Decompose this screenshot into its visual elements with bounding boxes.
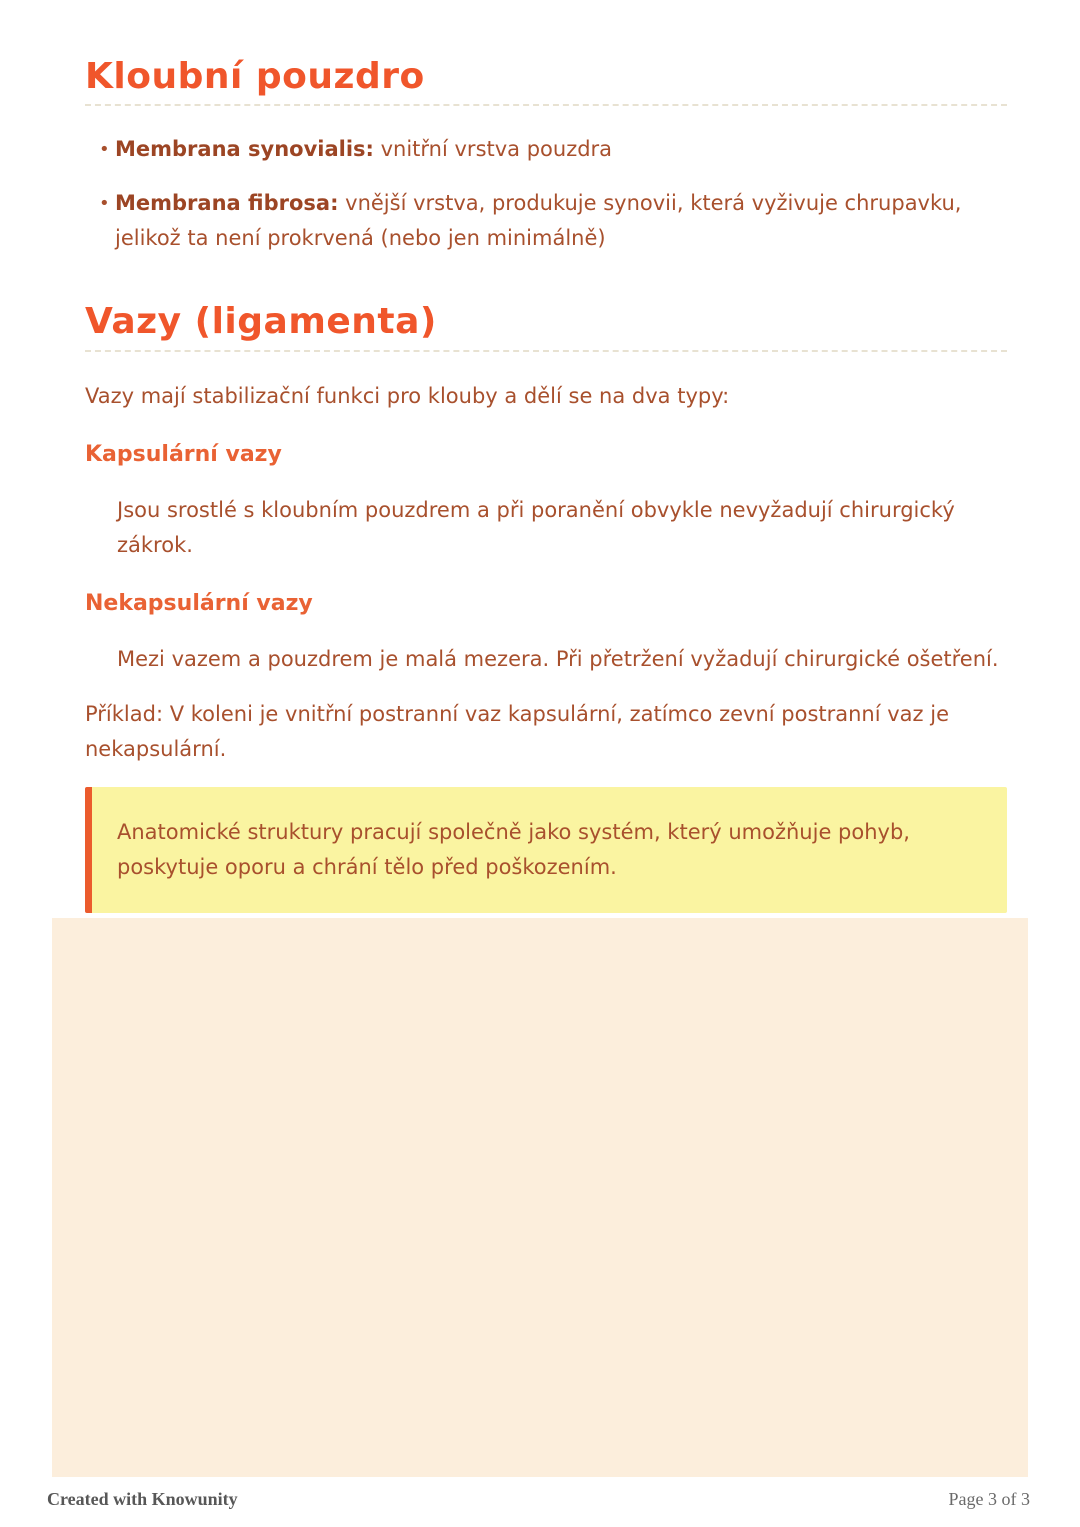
bullet-term: Membrana fibrosa:: [115, 191, 339, 216]
highlight-callout: [85, 787, 1007, 913]
dotted-divider: [85, 104, 1007, 106]
image-placeholder: [52, 918, 1028, 1477]
subsection-heading-nekapsularni-vazy: Nekapsulární vazy: [85, 590, 313, 616]
list-item: [115, 186, 975, 256]
bullet-list: [85, 132, 975, 256]
subsection-body: Jsou srostlé s kloubním pouzdrem a při poranění obvykle nevyžadují chirurgický zákrok.: [117, 497, 955, 557]
callout-text: Anatomické struktury pracují společně jako systém, který umožňuje pohyb, poskytuje oporu a chrání tělo před poškozením.: [117, 819, 910, 879]
bullet-description: vnitřní vrstva pouzdra: [373, 137, 613, 162]
dotted-divider: [85, 350, 1007, 352]
page-number: Page 3 of 3: [948, 1489, 1030, 1509]
subsection-body: Mezi vazem a pouzdrem je malá mezera. Při přetržení vyžadují chirurgické ošetření.: [117, 646, 999, 671]
page-content: [85, 56, 1007, 913]
section-heading-kloubni-pouzdro: Kloubní pouzdro: [85, 56, 425, 97]
footer-branding: Created with Knowunity: [47, 1489, 238, 1509]
section-heading-vazy-ligamenta: Vazy (ligamenta): [85, 301, 437, 343]
list-item: [115, 132, 975, 167]
subsection-heading-kapsularni-vazy: Kapsulární vazy: [85, 441, 282, 467]
example-paragraph: Příklad: V koleni je vnitřní postranní vaz kapsulární, zatímco zevní postranní vaz je nekapsulární.: [85, 701, 949, 761]
bullet-term: Membrana synovialis:: [115, 137, 374, 162]
bullet-description: vnější vrstva, produkuje synovii, která vyživuje chrupavku, jelikož ta není prokrvená (nebo jen minimálně): [115, 191, 962, 251]
intro-paragraph: Vazy mají stabilizační funkci pro klouby a dělí se na dva typy:: [85, 383, 730, 408]
page-footer: [47, 1489, 1030, 1510]
